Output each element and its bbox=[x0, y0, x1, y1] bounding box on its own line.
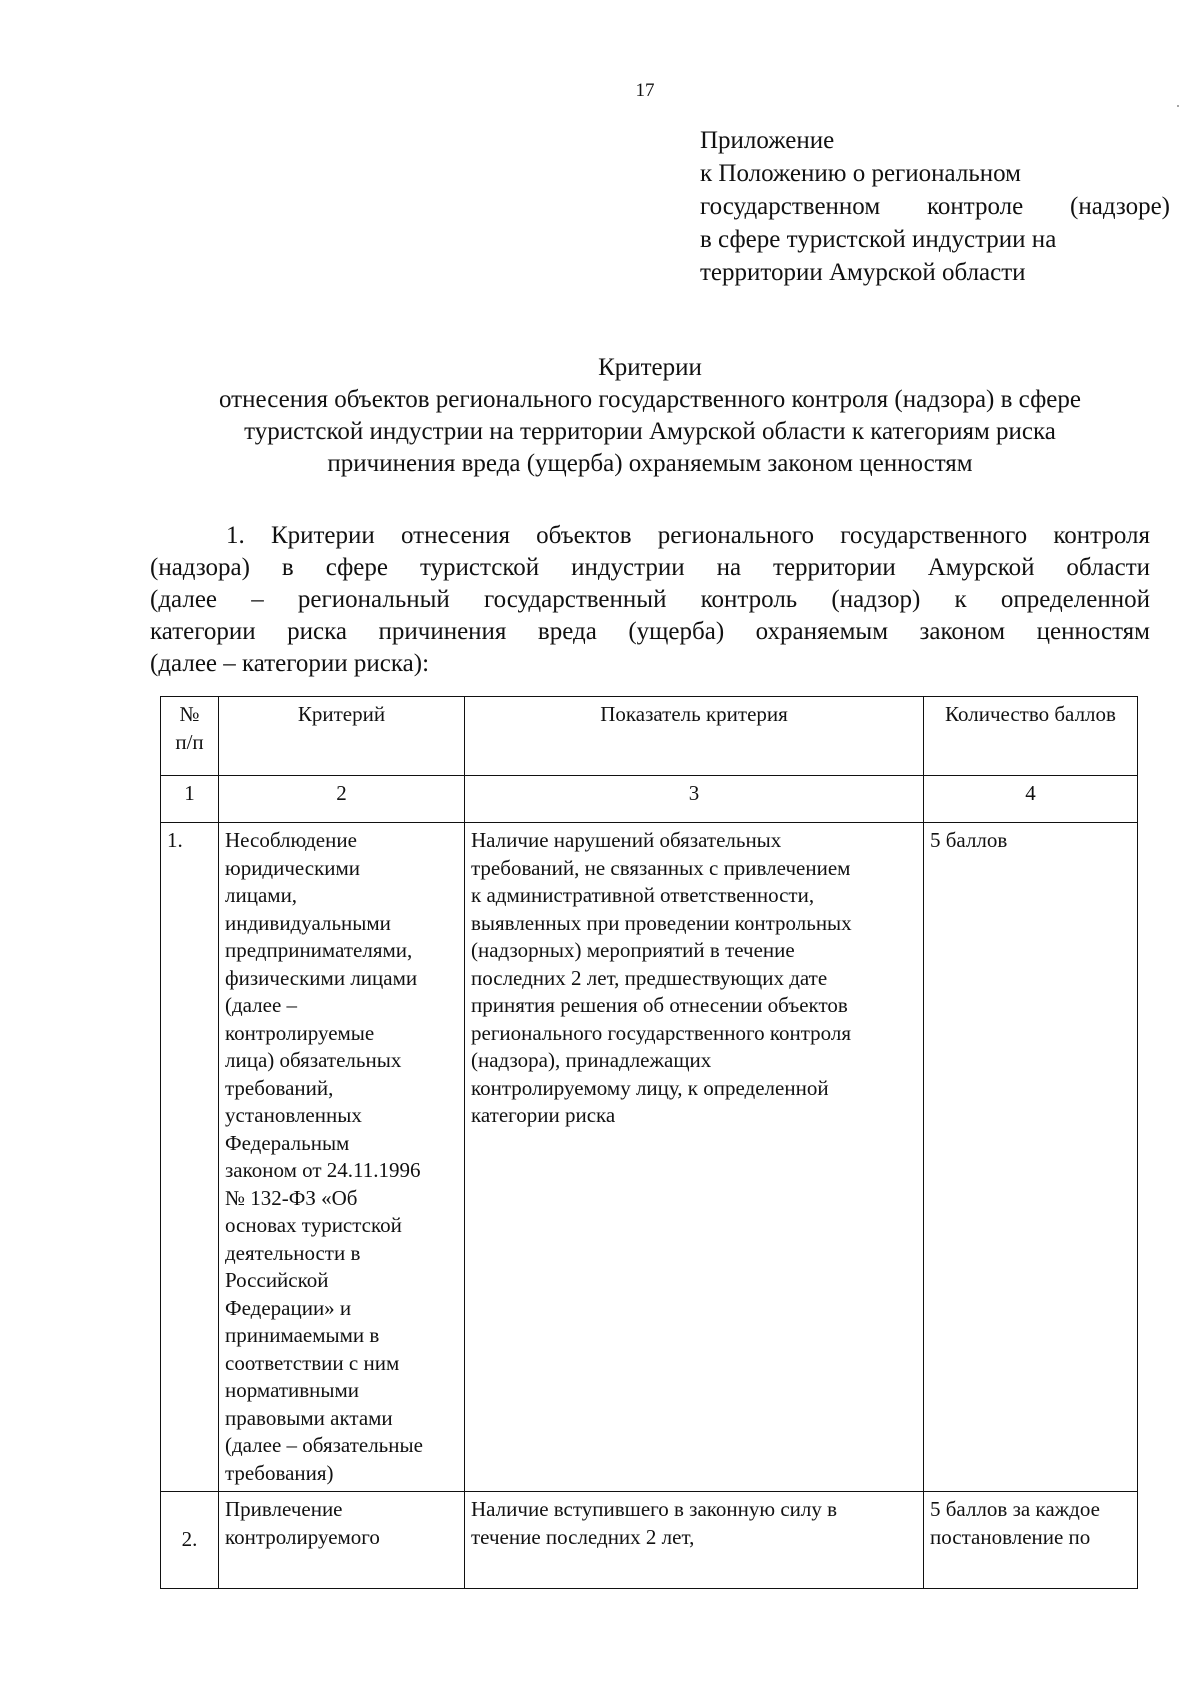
row-points bbox=[924, 823, 1138, 1492]
document-title bbox=[130, 352, 1170, 480]
cell-line: принятия решения об отнесении объектов bbox=[471, 993, 848, 1017]
cell-line: деятельности в bbox=[225, 1240, 361, 1265]
criteria-table bbox=[160, 696, 1138, 1589]
scan-speck bbox=[1177, 105, 1179, 107]
header-num-line: п/п bbox=[175, 729, 204, 754]
intro-line: категории риска причинения вреда (ущерба) охраняемым законом ценностям bbox=[150, 618, 1150, 645]
cell-line: принимаемыми в bbox=[225, 1323, 380, 1347]
title-line: Критерии bbox=[598, 354, 702, 381]
cell-line: контролируемые bbox=[225, 1020, 375, 1045]
appendix-line: территории Амурской области bbox=[700, 259, 1026, 286]
cell-line: Несоблюдение bbox=[225, 828, 357, 852]
cell-line: требований, не связанных с привлечением bbox=[471, 855, 851, 880]
cell-line: последних 2 лет, предшествующих дате bbox=[471, 965, 828, 990]
cell-line: лицами, bbox=[225, 883, 298, 907]
header-indicator: Показатель критерия bbox=[465, 697, 924, 776]
header-criterion: Критерий bbox=[219, 697, 465, 776]
cell-line: Наличие вступившего в законную силу в bbox=[471, 1497, 838, 1521]
cell-line: выявленных при проведении контрольных bbox=[471, 910, 852, 935]
cell-line: требований, bbox=[225, 1075, 334, 1100]
cell-line: физическими лицами bbox=[225, 965, 418, 990]
cell-line: 5 баллов за каждое bbox=[930, 1497, 1100, 1521]
cell-line: основах туристской bbox=[225, 1213, 402, 1237]
cell-line: установленных bbox=[225, 1103, 362, 1127]
row-criterion bbox=[219, 823, 465, 1492]
cell-line: № 132-ФЗ «Об bbox=[225, 1185, 358, 1210]
row-indicator bbox=[465, 823, 924, 1492]
cell-line: индивидуальными bbox=[225, 910, 391, 935]
cell-line: контролируемому лицу, к определенной bbox=[471, 1075, 829, 1100]
cell-line: контролируемого bbox=[225, 1524, 380, 1549]
header-num bbox=[161, 697, 219, 776]
cell-line: Наличие нарушений обязательных bbox=[471, 828, 782, 852]
table-header-row bbox=[161, 697, 1138, 776]
header-points: Количество баллов bbox=[924, 697, 1138, 776]
cell-line: требования) bbox=[225, 1460, 334, 1485]
column-number: 3 bbox=[465, 776, 924, 823]
cell-line: нормативными bbox=[225, 1378, 360, 1402]
intro-line: (надзора) в сфере туристской индустрии на территории Амурской области bbox=[150, 554, 1150, 581]
cell-line: предпринимателями, bbox=[225, 938, 413, 962]
row-points bbox=[924, 1492, 1138, 1589]
cell-line: категории риска bbox=[471, 1103, 616, 1127]
title-line: отнесения объектов регионального государственного контроля (надзора) в сфере bbox=[219, 386, 1081, 413]
column-number-row bbox=[161, 776, 1138, 823]
table-row bbox=[161, 823, 1138, 1492]
cell-line: Федерации» и bbox=[225, 1295, 352, 1320]
cell-line: Российской bbox=[225, 1268, 329, 1292]
header-num-line: № bbox=[179, 702, 200, 726]
intro-line: 1. Критерии отнесения объектов регионального государственного контроля bbox=[226, 522, 1150, 549]
cell-line: юридическими bbox=[225, 855, 361, 880]
table-row bbox=[161, 1492, 1138, 1589]
cell-line: (надзора), принадлежащих bbox=[471, 1048, 712, 1072]
appendix-line: к Положению о региональном bbox=[700, 160, 1021, 187]
cell-line: постановление по bbox=[930, 1524, 1091, 1549]
title-line: туристской индустрии на территории Амурской области к категориям риска bbox=[244, 418, 1056, 445]
cell-line: законом от 24.11.1996 bbox=[225, 1158, 421, 1182]
cell-line: правовыми актами bbox=[225, 1405, 393, 1430]
cell-line: течение последних 2 лет, bbox=[471, 1524, 695, 1549]
row-criterion bbox=[219, 1492, 465, 1589]
cell-line: регионального государственного контроля bbox=[471, 1020, 851, 1045]
row-indicator bbox=[465, 1492, 924, 1589]
cell-line: 5 баллов bbox=[930, 828, 1008, 852]
cell-line: лица) обязательных bbox=[225, 1048, 402, 1072]
intro-line: (далее – категории риска): bbox=[150, 650, 430, 677]
page-number: 17 bbox=[635, 80, 655, 101]
appendix-block bbox=[700, 124, 1170, 289]
row-num: 2. bbox=[161, 1492, 219, 1589]
cell-line: (далее – bbox=[225, 993, 298, 1017]
appendix-line: в сфере туристской индустрии на bbox=[700, 226, 1057, 253]
title-line: причинения вреда (ущерба) охраняемым законом ценностям bbox=[327, 450, 973, 477]
row-num: 1. bbox=[161, 823, 219, 1492]
intro-paragraph bbox=[150, 520, 1150, 680]
cell-line: соответствии с ним bbox=[225, 1350, 400, 1375]
appendix-line: государственном контроле (надзоре) bbox=[700, 193, 1170, 220]
cell-line: (надзорных) мероприятий в течение bbox=[471, 938, 795, 962]
cell-line: Привлечение bbox=[225, 1497, 343, 1521]
cell-line: к административной ответственности, bbox=[471, 883, 815, 907]
column-number: 2 bbox=[219, 776, 465, 823]
appendix-line: Приложение bbox=[700, 127, 835, 154]
cell-line: Федеральным bbox=[225, 1130, 350, 1155]
column-number: 1 bbox=[161, 776, 219, 823]
cell-line: (далее – обязательные bbox=[225, 1433, 423, 1457]
column-number: 4 bbox=[924, 776, 1138, 823]
intro-line: (далее – региональный государственный контроль (надзор) к определенной bbox=[150, 586, 1150, 613]
